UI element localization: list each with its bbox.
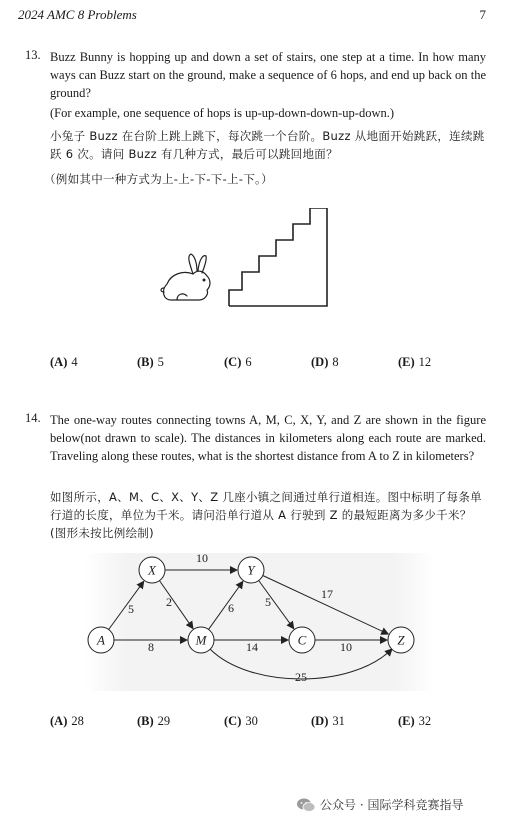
edge-weight-x-y: 10: [196, 551, 208, 565]
p14-choice-e-value: 32: [418, 714, 432, 728]
header-title: 2024 AMC 8 Problems: [18, 7, 137, 22]
p13-choice-c-label: (C): [224, 355, 242, 369]
p13-choice-b-value: 5: [157, 355, 164, 369]
problem-14-text-cn: 如图所示，A、M、C、X、Y、Z 几座小镇之间通过单行道相连。图中标明了每条单行道的长度，单位为千米。请问沿单行道从 A 行驶到 Z 的最短距离为多少千米？(图形未按比例绘制): [50, 490, 482, 540]
p14-choice-a-value: 28: [71, 714, 84, 728]
edge-weight-y-z: 17: [321, 587, 333, 601]
p13-choice-d: [311, 355, 339, 370]
p14-choice-b-value: 29: [157, 714, 171, 728]
node-x-label: X: [148, 562, 156, 578]
node-z-label: Z: [397, 632, 405, 648]
watermark-text: 公众号 · 国际学科竞赛指导: [320, 798, 464, 812]
node-y-label: Y: [247, 562, 255, 578]
p13-choice-c-value: 6: [245, 355, 252, 369]
edge-weight-y-c: 5: [265, 595, 271, 609]
p14-choice-e-label: (E): [398, 714, 415, 728]
wechat-icon: [296, 797, 316, 813]
node-c-label: C: [297, 632, 307, 648]
problem-13-example-cn: （例如其中一种方式为上-上-下-下-上-下。）: [44, 172, 273, 186]
problem-14-number: 14.: [25, 411, 41, 425]
p13-choice-e: [398, 355, 431, 370]
p14-choice-c-value: 30: [245, 714, 258, 728]
problem-13-text: Buzz Bunny is hopping up and down a set of stairs, one step at a time. In how many ways can Buzz start on the ground, make a sequence of 6 hops, and end up back on the ground?: [50, 50, 486, 100]
p14-choice-b: [137, 714, 170, 729]
problem-13-example: (For example, one sequence of hops is up-up-down-down-up-down.): [50, 106, 395, 120]
p14-choice-c-label: (C): [224, 714, 242, 728]
edge-weight-m-y: 6: [228, 601, 234, 615]
p13-choice-d-value: 8: [332, 355, 339, 369]
page-number: 7: [479, 7, 486, 22]
edge-weight-c-z: 10: [340, 640, 352, 654]
edge-weight-m-c: 14: [246, 640, 258, 654]
p13-choice-b-label: (B): [137, 355, 154, 369]
p13-choice-a-label: (A): [50, 355, 68, 369]
p14-choice-c: [224, 714, 258, 729]
edge-weight-a-m: 8: [148, 640, 154, 654]
p14-choice-d-label: (D): [311, 714, 329, 728]
p14-choice-e: [398, 714, 431, 729]
node-m-label: M: [195, 632, 207, 648]
bunny-stairs-figure: [155, 208, 335, 312]
p13-choice-e-value: 12: [418, 355, 432, 369]
p14-choice-d: [311, 714, 345, 729]
p14-choice-a-label: (A): [50, 714, 68, 728]
bunny-icon: [161, 254, 210, 300]
p14-choice-b-label: (B): [137, 714, 154, 728]
p13-choice-a-value: 4: [71, 355, 78, 369]
node-a-label: A: [97, 632, 105, 648]
p14-choice-d-value: 31: [332, 714, 345, 728]
stairs-drawing: [229, 208, 327, 306]
problem-13-number: 13.: [25, 48, 41, 62]
p13-choice-b: [137, 355, 164, 370]
edge-weight-a-x: 5: [128, 602, 134, 616]
p13-choice-e-label: (E): [398, 355, 415, 369]
p13-choice-a: [50, 355, 78, 370]
edge-weight-m-z: 25: [295, 670, 307, 684]
route-graph: [0, 545, 520, 695]
p14-choice-a: [50, 714, 84, 729]
watermark: [296, 796, 463, 813]
problem-13-text-cn: 小兔子 Buzz 在台阶上跳上跳下，每次跳一个台阶。Buzz 从地面开始跳跃，连续跳跃 6 次。请问 Buzz 有几种方式，最后可以跳回地面？: [50, 129, 485, 161]
p13-choice-c: [224, 355, 252, 370]
p13-choice-d-label: (D): [311, 355, 329, 369]
edge-weight-x-m: 2: [166, 595, 172, 609]
problem-14-text: The one-way routes connecting towns A, M, C, X, Y, and Z are shown in the figure below(not drawn to scale). The distances in kilometers along each route are marked. Traveling along these routes, what is the shortest distance from A to Z in kilometers?: [50, 413, 486, 463]
